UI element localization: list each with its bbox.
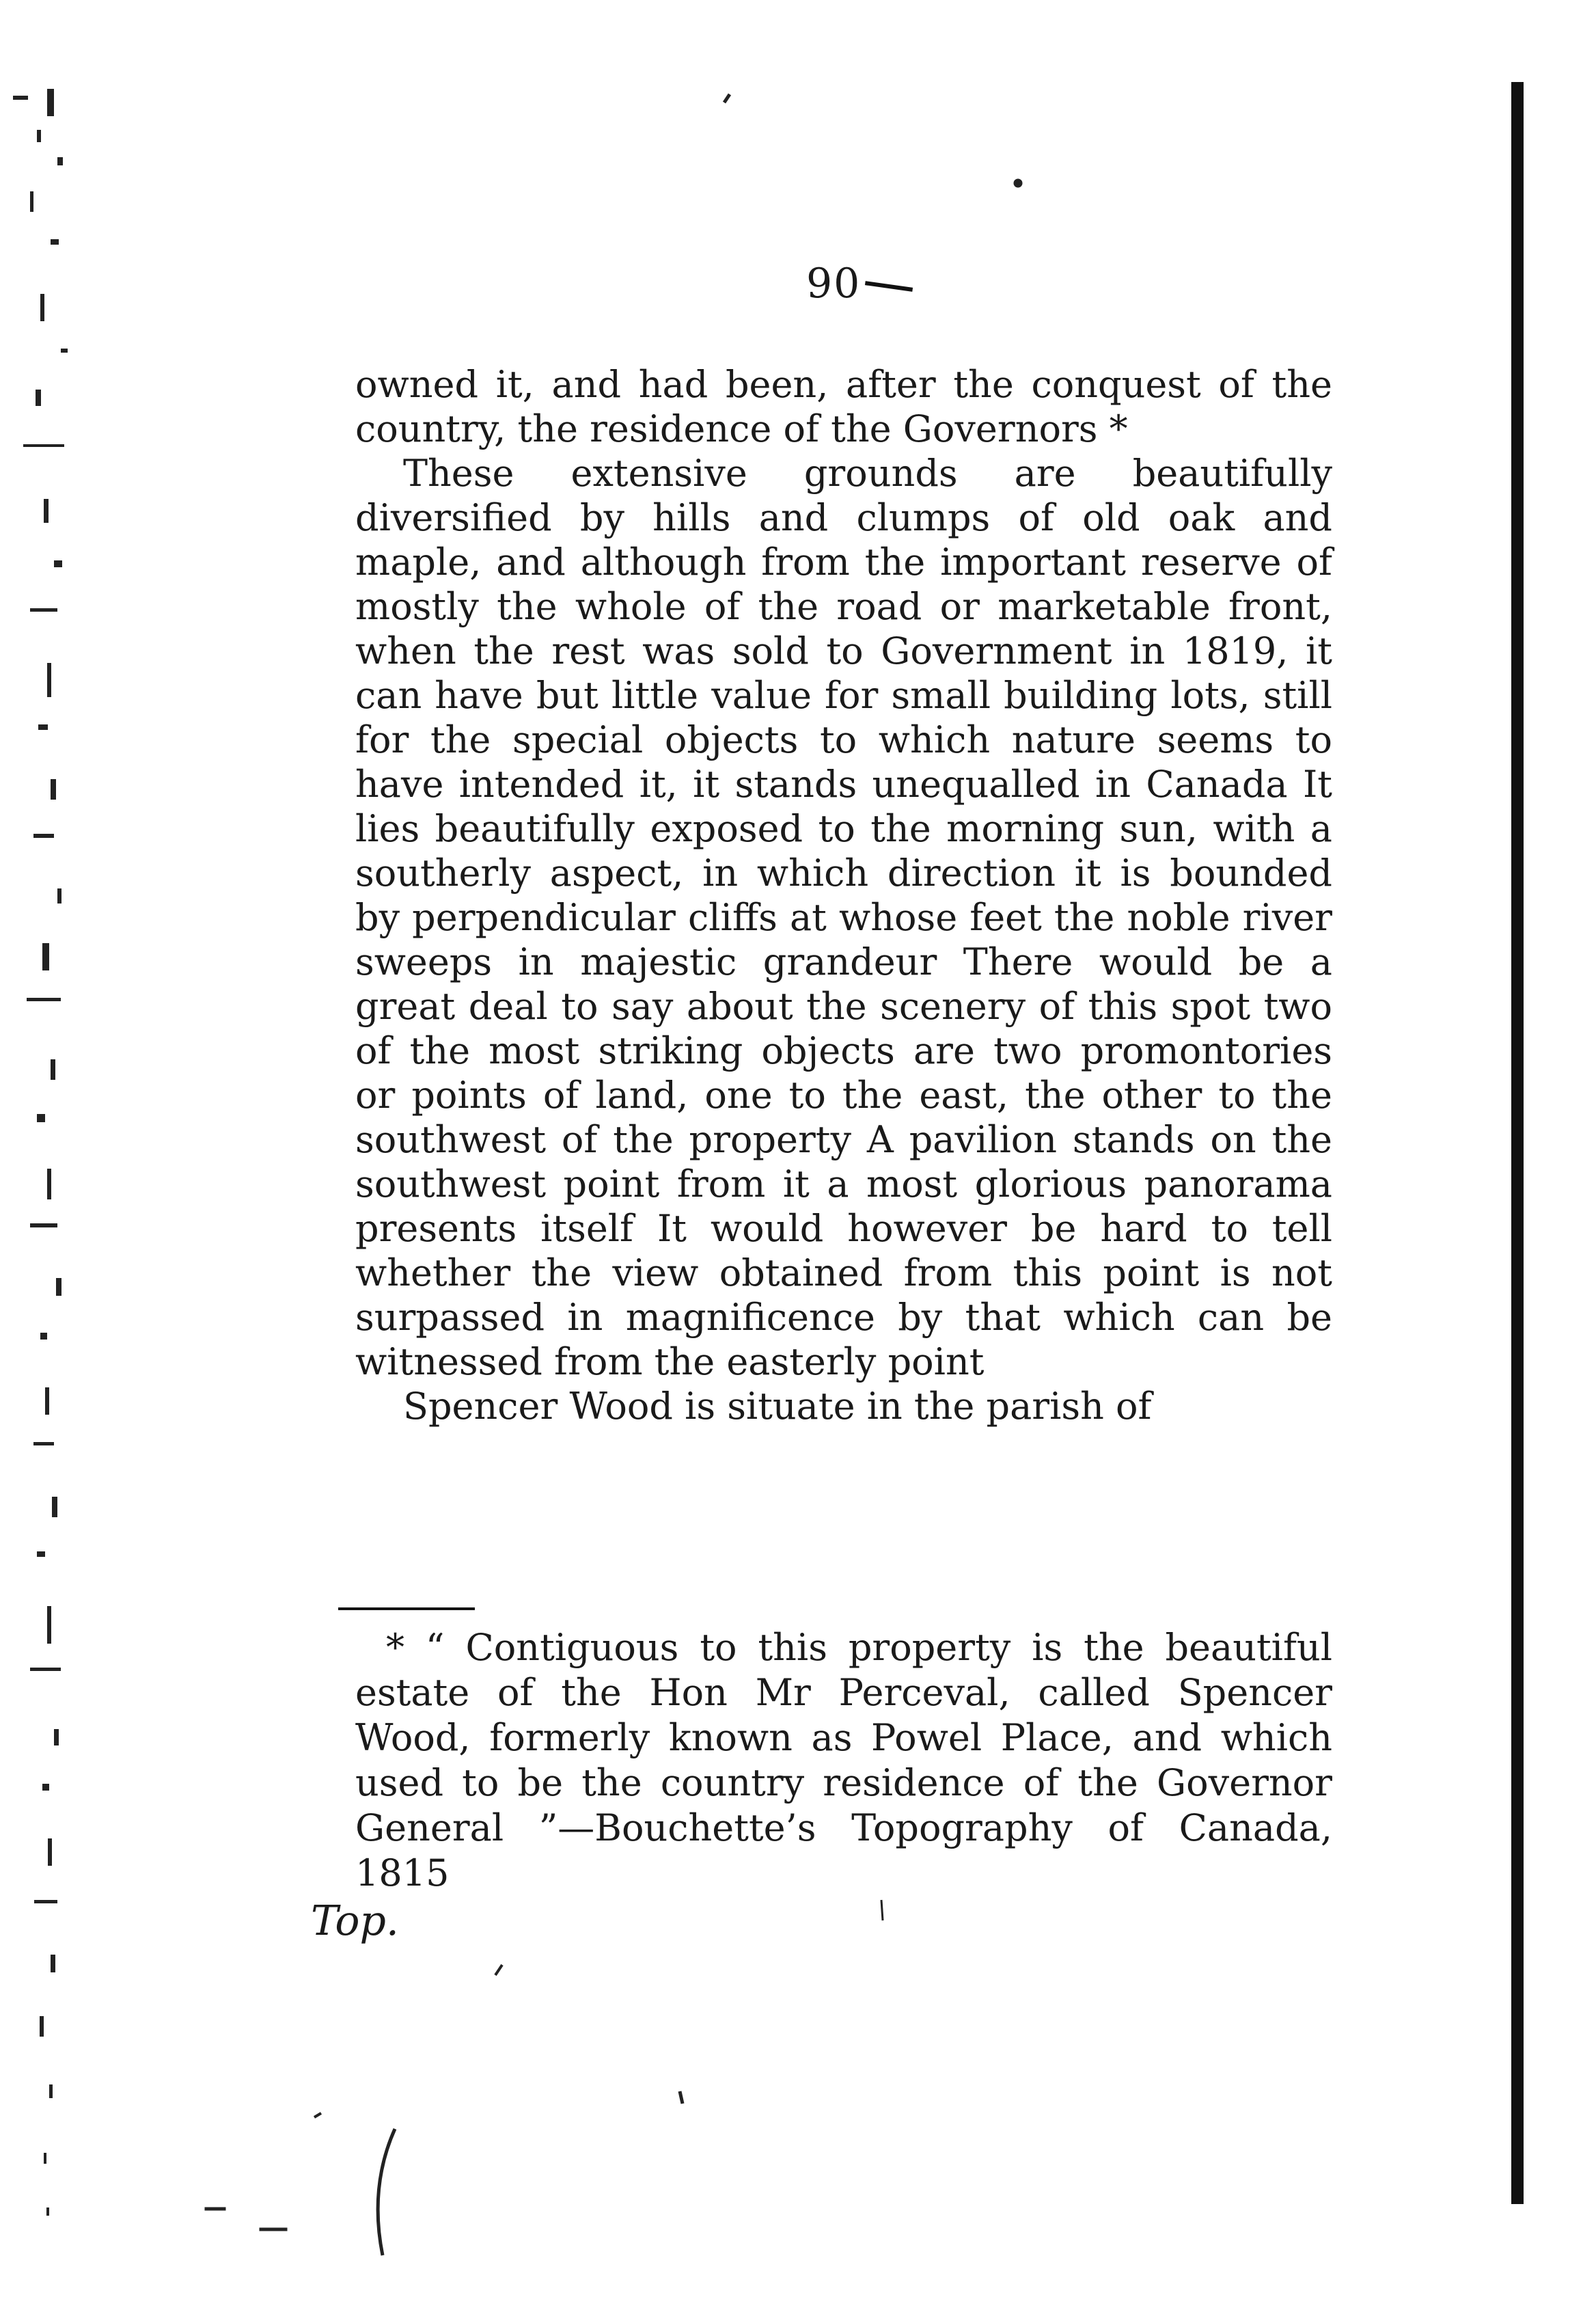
body-paragraph-3: Spencer Wood is situate in the parish of [403, 1385, 1152, 1428]
right-margin-rule [1511, 82, 1524, 2204]
page-number [806, 260, 913, 308]
footnote-separator-rule [338, 1607, 475, 1610]
body-paragraph-1: owned it, and had been, after the conquest of the country, the residence of the Governors * [355, 363, 1332, 450]
body-text [355, 362, 1332, 1428]
body-paragraph-2: These extensive grounds are beautifully diversified by hills and clumps of old oak and maple, and although from the important reserve of mostly the whole of the road or marketable front, when the rest was sold to Government in 1819, it can have but little value for small building lots, still for the special objects to which nature seems to have intended it, it stands unequalled in Canada It lies beautifully exposed to the morning sun, with a southerly aspect, in which direction it is bounded by perpendicular cliffs at whose feet the noble river sweeps in majestic grandeur There would be a great deal to say about the scenery of this spot two of the most striking objects are two promontories or points of land, one to the east, the other to the southwest of the property A pavilion stands on the southwest point from it a most glorious panorama presents itself It would however be hard to tell whether the view obtained from this point is not surpassed in magnificence by that which can be witnessed from the easterly point [355, 452, 1332, 1383]
page-number-text: 90 [806, 260, 862, 308]
handwritten-note: Top. [311, 1897, 399, 1945]
page-number-flourish [865, 282, 913, 293]
footnote-text: * “ Contiguous to this property is the beautiful estate of the Hon Mr Perceval, called Spencer Wood, formerly known as Powel Place, and which used to be the country residence of the Governor General ”—Bouchette’s Topography of Canada, 1815 [355, 1626, 1332, 1894]
footnote [355, 1625, 1332, 1896]
binding-edge-specks [10, 89, 92, 2242]
